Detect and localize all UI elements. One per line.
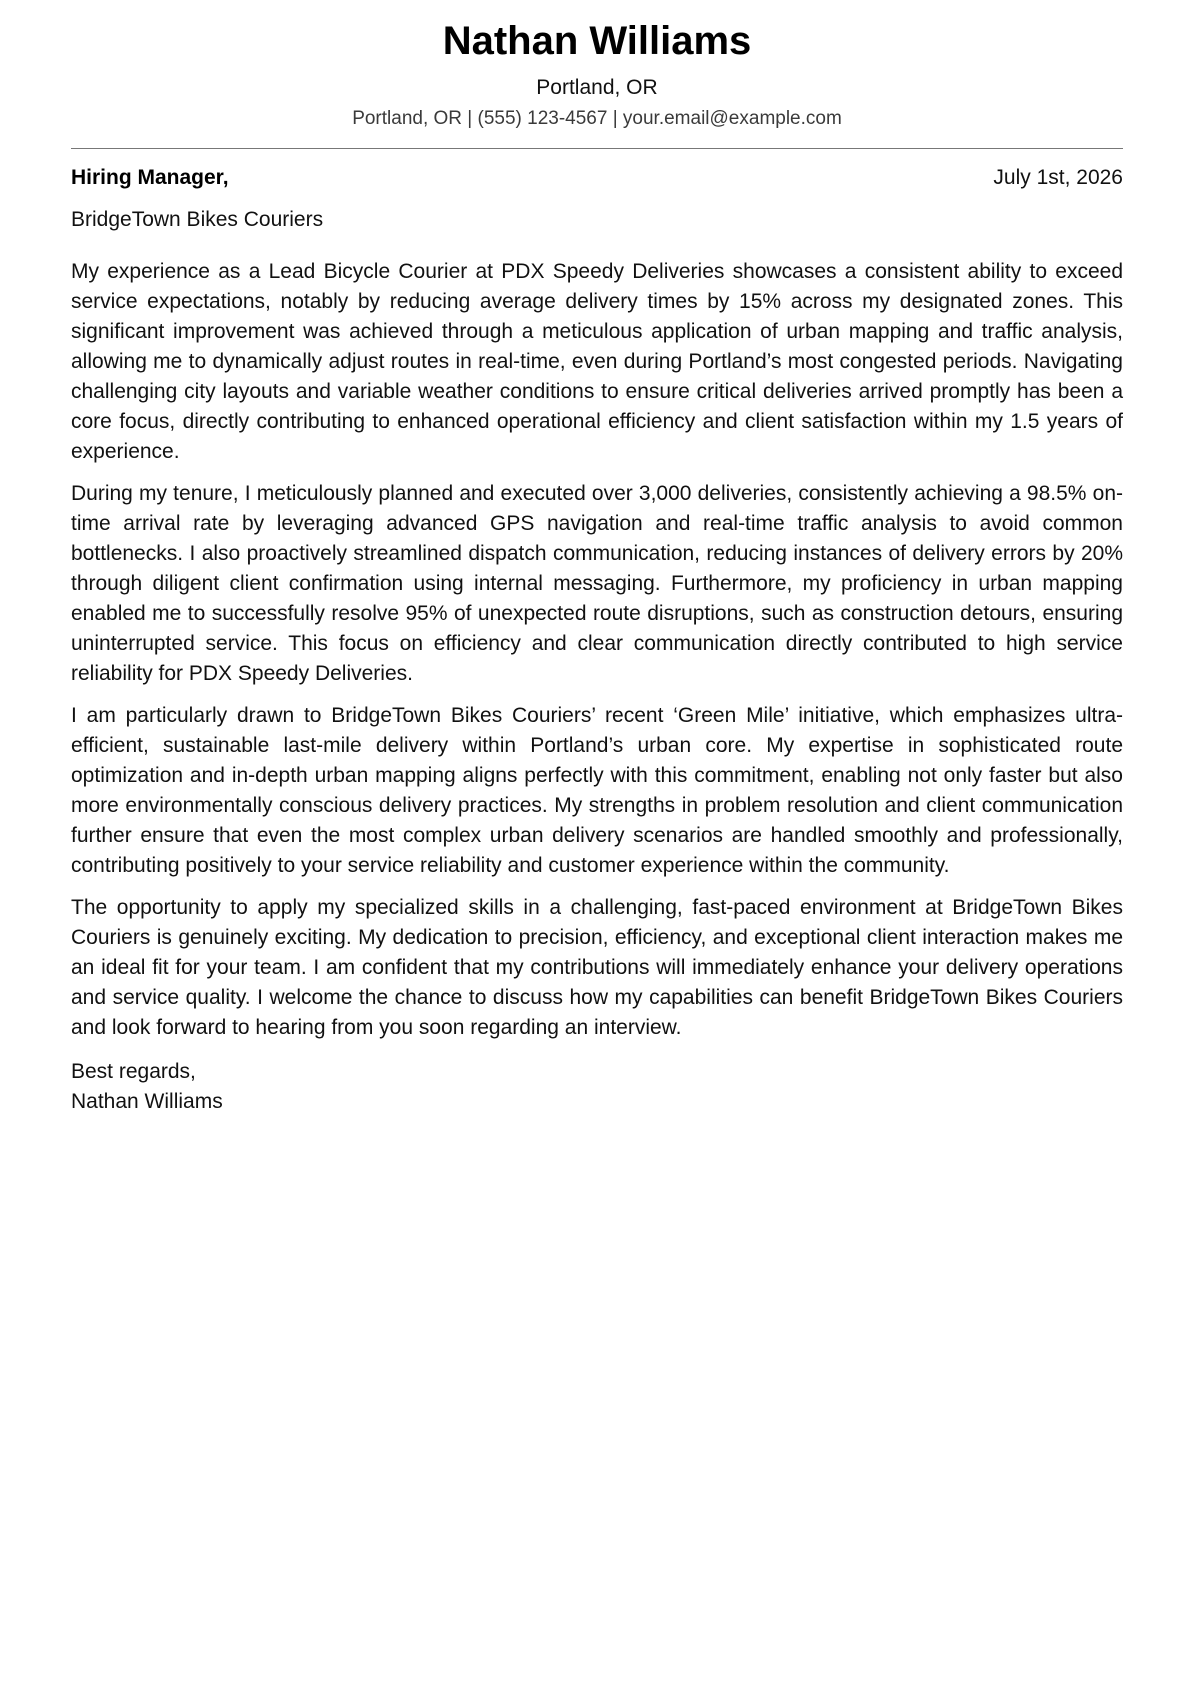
letter-header	[71, 0, 1123, 131]
letter-date: July 1st, 2026	[993, 166, 1123, 189]
body-paragraph: During my tenure, I meticulously planned and executed over 3,000 deliveries, consistently achieving a 98.5% on-time arrival rate by leveraging advanced GPS navigation and real-time traffic analysis to avoid common bottlenecks. I also proactively streamlined dispatch communication, reducing instances of delivery errors by 20% through diligent client confirmation using internal messaging. Furthermore, my proficiency in urban mapping enabled me to successfully resolve 95% of unexpected route disruptions, such as construction detours, ensuring uninterrupted service. This focus on efficiency and clear communication directly contributed to high service reliability for PDX Speedy Deliveries.	[71, 482, 1123, 685]
body-paragraph: I am particularly drawn to BridgeTown Bikes Couriers’ recent ‘Green Mile’ initiative, which emphasizes ultra-efficient, sustainable last-mile delivery within Portland’s urban core. My expertise in sophisticated route optimization and in-depth urban mapping aligns perfectly with this commitment, enabling not only faster but also more environmentally conscious delivery practices. My strengths in problem resolution and client communication further ensure that even the most complex urban delivery scenarios are handled smoothly and professionally, contributing positively to your service reliability and customer experience within the community.	[71, 704, 1123, 877]
body-paragraph: My experience as a Lead Bicycle Courier at PDX Speedy Deliveries showcases a consistent ability to exceed service expectations, notably by reducing average delivery times by 15% across my designated zones. This significant improvement was achieved through a meticulous application of urban mapping and traffic analysis, allowing me to dynamically adjust routes in real-time, even during Portland’s most congested periods. Navigating challenging city layouts and variable weather conditions to ensure critical deliveries arrived promptly has been a core focus, directly contributing to enhanced operational efficiency and client satisfaction within my 1.5 years of experience.	[71, 260, 1123, 463]
recipient-row	[71, 164, 1123, 192]
sender-name: Nathan Williams	[442, 19, 752, 63]
sender-location: Portland, OR	[536, 76, 658, 99]
letter-body	[71, 257, 1123, 1043]
header-divider	[71, 148, 1123, 149]
sender-contact-line: Portland, OR | (555) 123-4567 | your.email@example.com	[352, 108, 842, 129]
recipient-salutation: Hiring Manager,	[71, 166, 229, 189]
body-paragraph: The opportunity to apply my specialized skills in a challenging, fast-paced environment at BridgeTown Bikes Couriers is genuinely exciting. My dedication to precision, efficiency, and exceptional client interaction makes me an ideal fit for your team. I am confident that my contributions will immediately enhance your delivery operations and service quality. I welcome the chance to discuss how my capabilities can benefit BridgeTown Bikes Couriers and look forward to hearing from you soon regarding an interview.	[71, 896, 1123, 1039]
valediction: Best regards,	[71, 1060, 196, 1083]
signature-name: Nathan Williams	[71, 1090, 223, 1113]
recipient-company: BridgeTown Bikes Couriers	[71, 208, 324, 231]
letter-closing	[71, 1057, 1123, 1117]
letter-content	[71, 0, 1123, 1117]
